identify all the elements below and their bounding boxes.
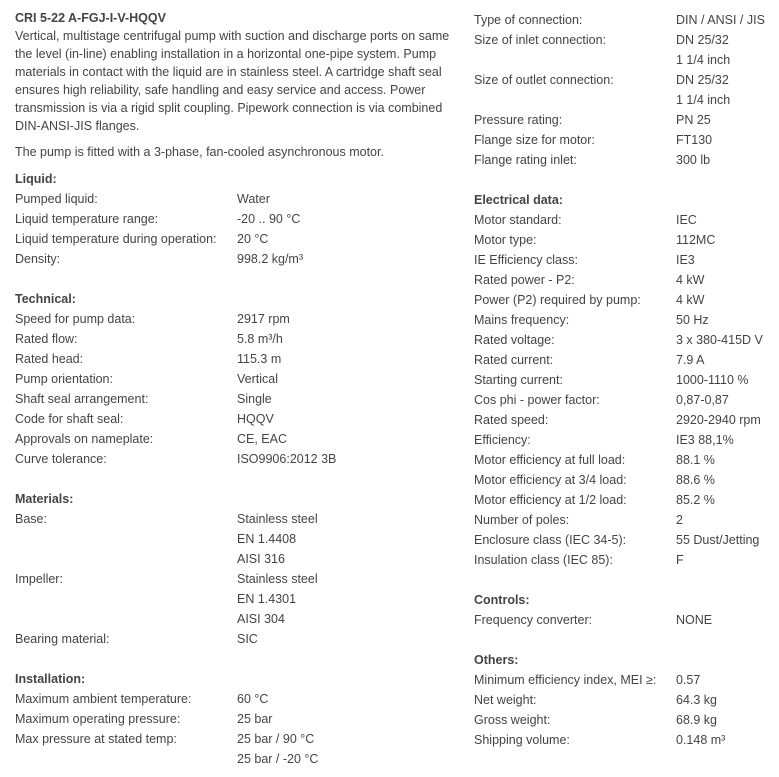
spec-value: 88.6 %	[676, 473, 715, 487]
spec-value: 0.57	[676, 673, 701, 687]
spec-value: AISI 316	[237, 552, 285, 566]
spec-label: Pressure rating:	[474, 113, 563, 127]
spec-label: Pump orientation:	[15, 372, 113, 386]
spec-row	[474, 30, 774, 50]
spec-value: 2917 rpm	[237, 312, 290, 326]
spec-row	[15, 409, 455, 429]
spec-value: 20 °C	[237, 232, 269, 246]
spec-row	[474, 410, 774, 430]
spec-row	[474, 670, 774, 690]
spec-value: CE, EAC	[237, 432, 288, 446]
spec-value: IE3	[676, 253, 695, 267]
spec-label: Pumped liquid:	[15, 192, 98, 206]
spec-label: Enclosure class (IEC 34-5):	[474, 533, 627, 547]
spec-label: Power (P2) required by pump:	[474, 293, 641, 307]
spec-row	[15, 449, 455, 469]
spec-row	[474, 150, 774, 170]
section-heading-electrical: Electrical data:	[474, 193, 563, 207]
spec-row	[15, 329, 455, 349]
spec-value: 3 x 380-415D V	[676, 333, 763, 347]
spec-value: FT130	[676, 133, 713, 147]
spec-label: Rated voltage:	[474, 333, 555, 347]
spec-label: Base:	[15, 512, 47, 526]
spec-label: Shipping volume:	[474, 733, 570, 747]
spec-value: 2	[676, 513, 683, 527]
spec-label: Curve tolerance:	[15, 452, 107, 466]
right-column	[474, 10, 774, 750]
spec-row	[15, 249, 455, 269]
spec-value: Stainless steel	[237, 512, 318, 526]
spec-label: Motor efficiency at full load:	[474, 453, 626, 467]
spec-value: DN 25/32	[676, 33, 729, 47]
spec-label: Cos phi - power factor:	[474, 393, 600, 407]
spec-row	[474, 230, 774, 250]
spec-value: IEC	[676, 213, 697, 227]
spec-value: 4 kW	[676, 273, 705, 287]
spec-value: 88.1 %	[676, 453, 715, 467]
spec-label: Rated power - P2:	[474, 273, 575, 287]
spec-value: 4 kW	[676, 293, 705, 307]
spec-row	[474, 610, 774, 630]
spec-label: Density:	[15, 252, 61, 266]
left-column	[15, 0, 455, 769]
spec-row	[474, 390, 774, 410]
spec-row-continued	[474, 90, 774, 110]
spec-row	[15, 309, 455, 329]
spec-row	[474, 210, 774, 230]
others-section	[474, 670, 774, 750]
spec-label: Approvals on nameplate:	[15, 432, 154, 446]
spec-row-continued	[15, 549, 455, 569]
spec-value: 25 bar / -20 °C	[237, 752, 319, 766]
spec-row	[15, 369, 455, 389]
section-heading-others: Others:	[474, 653, 519, 667]
spec-value: 998.2 kg/m³	[237, 252, 304, 266]
spec-label: Shaft seal arrangement:	[15, 392, 149, 406]
spec-value: -20 .. 90 °C	[237, 212, 301, 226]
spec-value: 60 °C	[237, 692, 269, 706]
spec-row	[474, 550, 774, 570]
liquid-section	[15, 189, 455, 269]
spec-label: Motor efficiency at 1/2 load:	[474, 493, 627, 507]
spec-value: 25 bar	[237, 712, 273, 726]
installation-section	[15, 689, 455, 769]
spec-label: Size of outlet connection:	[474, 73, 614, 87]
spec-row-continued	[15, 589, 455, 609]
product-title: CRI 5-22 A-FGJ-I-V-HQQV	[15, 11, 166, 25]
spec-row	[474, 690, 774, 710]
spec-row	[15, 209, 455, 229]
spec-row	[474, 470, 774, 490]
spec-row	[474, 110, 774, 130]
spec-row	[474, 250, 774, 270]
spec-value: 1 1/4 inch	[676, 93, 731, 107]
spec-value: 0,87-0,87	[676, 393, 729, 407]
spec-value: Stainless steel	[237, 572, 318, 586]
spec-label: Code for shaft seal:	[15, 412, 124, 426]
spec-label: Insulation class (IEC 85):	[474, 553, 613, 567]
spec-value: SIC	[237, 632, 258, 646]
spec-label: Motor standard:	[474, 213, 562, 227]
spec-label: Minimum efficiency index, MEI ≥:	[474, 673, 657, 687]
spec-row	[474, 730, 774, 750]
spec-row	[474, 370, 774, 390]
spec-row	[15, 229, 455, 249]
section-heading-controls: Controls:	[474, 593, 530, 607]
spec-row	[15, 509, 455, 529]
spec-value: AISI 304	[237, 612, 285, 626]
spec-value: 50 Hz	[676, 313, 709, 327]
controls-section	[474, 610, 774, 630]
spec-row	[474, 330, 774, 350]
spec-row-continued	[15, 609, 455, 629]
spec-value: Single	[237, 392, 272, 406]
spec-label: Rated flow:	[15, 332, 78, 346]
spec-value: 112MC	[676, 233, 716, 247]
spec-row	[15, 709, 455, 729]
spec-value: F	[676, 553, 684, 567]
spec-label: Rated current:	[474, 353, 554, 367]
spec-row	[15, 569, 455, 589]
spec-label: Flange size for motor:	[474, 133, 595, 147]
spec-value: Vertical	[237, 372, 278, 386]
spec-value: EN 1.4301	[237, 592, 297, 606]
spec-row	[474, 270, 774, 290]
spec-row-continued	[15, 529, 455, 549]
spec-label: Frequency converter:	[474, 613, 593, 627]
spec-row	[474, 130, 774, 150]
spec-row	[474, 290, 774, 310]
spec-label: Maximum ambient temperature:	[15, 692, 192, 706]
spec-label: Bearing material:	[15, 632, 110, 646]
spec-row	[15, 429, 455, 449]
spec-value: 55 Dust/Jetting	[676, 533, 760, 547]
spec-value: 25 bar / 90 °C	[237, 732, 315, 746]
spec-value: 85.2 %	[676, 493, 715, 507]
spec-label: Motor efficiency at 3/4 load:	[474, 473, 627, 487]
spec-row	[15, 389, 455, 409]
spec-row	[474, 350, 774, 370]
spec-value: NONE	[676, 613, 713, 627]
spec-value: 1 1/4 inch	[676, 53, 731, 67]
spec-row	[474, 510, 774, 530]
section-heading-installation: Installation:	[15, 672, 86, 686]
spec-label: IE Efficiency class:	[474, 253, 578, 267]
motor-description: The pump is fitted with a 3-phase, fan-cooled asynchronous motor.	[15, 145, 384, 159]
spec-row	[474, 710, 774, 730]
connection-section	[474, 10, 774, 170]
spec-value: PN 25	[676, 113, 711, 127]
spec-row-continued	[15, 749, 455, 769]
spec-label: Net weight:	[474, 693, 537, 707]
spec-label: Type of connection:	[474, 13, 583, 27]
product-description: Vertical, multistage centrifugal pump with suction and discharge ports on same the level (in-line) enabling installation in a horizontal one-pipe system. Pump materials in contact with the liquid are in stainless steel. A cartridge shaft seal ensures high reliability, safe handling and easy service and access. Power transmission is via a rigid split coupling. Pipework connection is via combined DIN-ANSI-JIS flanges.	[15, 29, 450, 133]
spec-value: 7.9 A	[676, 353, 705, 367]
spec-row	[15, 349, 455, 369]
spec-value: 0.148 m³	[676, 733, 726, 747]
spec-row	[474, 450, 774, 470]
spec-value: DIN / ANSI / JIS	[676, 13, 765, 27]
spec-value: 1000-1110 %	[676, 373, 749, 387]
spec-row-continued	[474, 50, 774, 70]
spec-label: Liquid temperature range:	[15, 212, 159, 226]
electrical-section	[474, 210, 774, 570]
spec-row	[474, 490, 774, 510]
spec-value: 64.3 kg	[676, 693, 718, 707]
spec-label: Motor type:	[474, 233, 537, 247]
spec-value: Water	[237, 192, 270, 206]
spec-value: 115.3 m	[237, 352, 282, 366]
section-heading-materials: Materials:	[15, 492, 74, 506]
spec-label: Rated head:	[15, 352, 84, 366]
spec-label: Efficiency:	[474, 433, 531, 447]
section-heading-technical: Technical:	[15, 292, 76, 306]
spec-label: Flange rating inlet:	[474, 153, 577, 167]
spec-row	[15, 629, 455, 649]
spec-value: EN 1.4408	[237, 532, 297, 546]
spec-row	[474, 70, 774, 90]
spec-label: Mains frequency:	[474, 313, 570, 327]
spec-label: Rated speed:	[474, 413, 549, 427]
spec-row	[15, 689, 455, 709]
spec-row	[15, 189, 455, 209]
spec-value: HQQV	[237, 412, 274, 426]
spec-label: Size of inlet connection:	[474, 33, 607, 47]
spec-label: Maximum operating pressure:	[15, 712, 181, 726]
spec-label: Liquid temperature during operation:	[15, 232, 217, 246]
spec-value: 2920-2940 rpm	[676, 413, 761, 427]
spec-row	[474, 310, 774, 330]
spec-value: ISO9906:2012 3B	[237, 452, 337, 466]
spec-label: Number of poles:	[474, 513, 570, 527]
technical-section	[15, 309, 455, 469]
spec-value: 300 lb	[676, 153, 711, 167]
section-heading-liquid: Liquid:	[15, 172, 57, 186]
spec-row	[474, 10, 774, 30]
spec-label: Max pressure at stated temp:	[15, 732, 177, 746]
spec-value: DN 25/32	[676, 73, 729, 87]
spec-value: 5.8 m³/h	[237, 332, 283, 346]
spec-row	[474, 430, 774, 450]
spec-label: Gross weight:	[474, 713, 551, 727]
spec-row	[15, 729, 455, 749]
spec-label: Speed for pump data:	[15, 312, 136, 326]
materials-section	[15, 509, 455, 649]
spec-label: Impeller:	[15, 572, 63, 586]
spec-label: Starting current:	[474, 373, 563, 387]
spec-value: 68.9 kg	[676, 713, 718, 727]
spec-value: IE3 88,1%	[676, 433, 734, 447]
spec-row	[474, 530, 774, 550]
